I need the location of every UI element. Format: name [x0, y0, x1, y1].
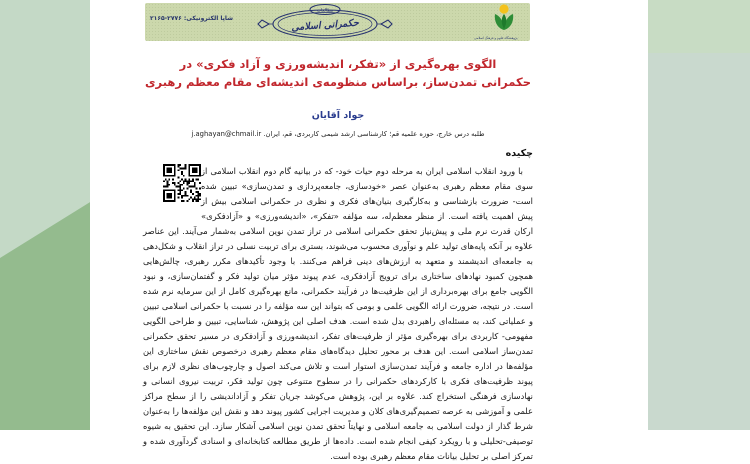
publisher-logo-icon — [491, 4, 517, 32]
article-title-line1: الگوی بهره‌گیری از «تفکر، اندیشه‌ورزی و آزاد فکری» در — [179, 57, 497, 71]
journal-header-band — [145, 3, 530, 41]
abstract-block — [143, 164, 533, 464]
author-name: جواد آقایان — [311, 110, 365, 121]
emblem-top-text: مطالعات — [316, 8, 334, 14]
page-margin-right — [648, 0, 750, 430]
journal-emblem-calligraphy-icon — [225, 3, 425, 41]
issn-label: شاپا الکترونیکی: ۲۷۷۶-۲۱۶۵ — [150, 15, 234, 22]
qr-float-wrapper — [143, 164, 201, 214]
abstract-text: با ورود انقلاب اسلامی ایران به مرحله دوم حیات خود- که در بیانیه گام دوم انقلاب اسلامی از سوی مقام معظم رهبری به‌عنوان عصر «خودسازی، جامعه‌پردازی و تمدن‌سازی» تبیین شده است- ضرورت بازشناسی و به‌کارگیری بنیان‌های فکری و نظری در حکمرانی اسلامی بیش از پیش اهمیت یافته است. از منظر معظم‌له، سه مؤلفه «تفکر»، «اندیشه‌ورزی» و «آزادفکری» ارکان قدرت نرم ملی و پیش‌نیاز تحقق حکمرانی اسلامی در تراز تمدن نوین اسلامی به‌شمار می‌آیند. این عناصر علاوه بر آنکه پایه‌های تولید علم و نوآوری محسوب می‌شوند، بستری برای تربیت نسلی در تراز انقلاب و شکل‌دهی به جامعه‌ای اندیشمند و متعهد به ارزش‌های دینی فراهم می‌کنند. با وجود تأکیدهای مکرر رهبری، چالش‌هایی همچون کمبود نهادهای ساختاری برای ترویج آزادفکری، عدم پیوند مؤثر میان تولید فکر و گفتمان‌سازی، و نبود الگویی جامع برای بهره‌برداری از این ظرفیت‌ها در فرآیند حکمرانی، مانع بهره‌گیری کامل از این سرمایه نرم شده است. در نتیجه، ضرورت ارائه الگویی علمی و بومی که بتواند این سه مؤلفه را در نسبت با حکمرانی اسلامی تبیین و عملیاتی کند، به مسئله‌ای راهبردی بدل شده است. هدف اصلی این پژوهش، شناسایی، تبیین و طراحی الگویی مفهومی- کاربردی برای بهره‌گیری مؤثر از ظرفیت‌های تفکر، اندیشه‌ورزی و آزادفکری در مسیر تحقق حکمرانی تمدن‌ساز اسلامی است. این هدف بر محور تحلیل دیدگاه‌های مقام معظم رهبری درخصوص نقش ساختاری این مؤلفه‌ها در اداره جامعه و فرآیند تمدن‌سازی استوار است و تلاش می‌کند اصول و چارچوب‌های نظری لازم برای پیوند ظرفیت‌های فکری با کارکردهای حکمرانی را در سطوح متنوعی چون تولید فکر، تربیت نیروی انسانی و نهادسازی فرهنگی استخراج کند. علاوه بر این، پژوهش می‌کوشد جریان تفکر و آزاداندیشی را از سطح مراکز علمی و آموزشی به عرصه تصمیم‌گیری‌های کلان و مدیریت اجرایی کشور پیوند دهد و نقش این مؤلفه‌ها را به‌عنوان شرط گذار از دولت اسلامی به جامعه اسلامی و نهایتاً تحقق تمدن نوین اسلامی آشکار سازد. این تحقیق به شیوه توصیفی-تحلیلی و با رویکرد کیفی انجام شده است. داده‌ها از طریق مطالعه کتابخانه‌ای و اسنادی گردآوری شده و تمرکز اصلی بر تحلیل بیانات مقام معظم رهبری بوده است. — [143, 166, 533, 461]
emblem-main-text: حکمرانی اسلامی — [290, 17, 360, 34]
author-affiliation: طلبه درس خارج، حوزه علمیه قم؛ کارشناسی ارشد شیمی کاربردی، قم، ایران. j.aghayan@chmail.ir — [191, 130, 485, 138]
publisher-caption: پژوهشگاه علوم و فرهنگ اسلامی — [474, 36, 518, 40]
article-title — [143, 56, 533, 91]
green-diagonal-wedge — [0, 0, 90, 430]
article-title-line2: حکمرانی تمدن‌ساز، براساس منظومه‌ی اندیشه‌ای مقام معظم رهبری — [145, 74, 531, 89]
page-margin-left — [0, 0, 90, 430]
qr-code-icon — [163, 164, 201, 208]
abstract-heading: چکیده — [505, 148, 533, 159]
publisher-logo — [474, 4, 519, 40]
